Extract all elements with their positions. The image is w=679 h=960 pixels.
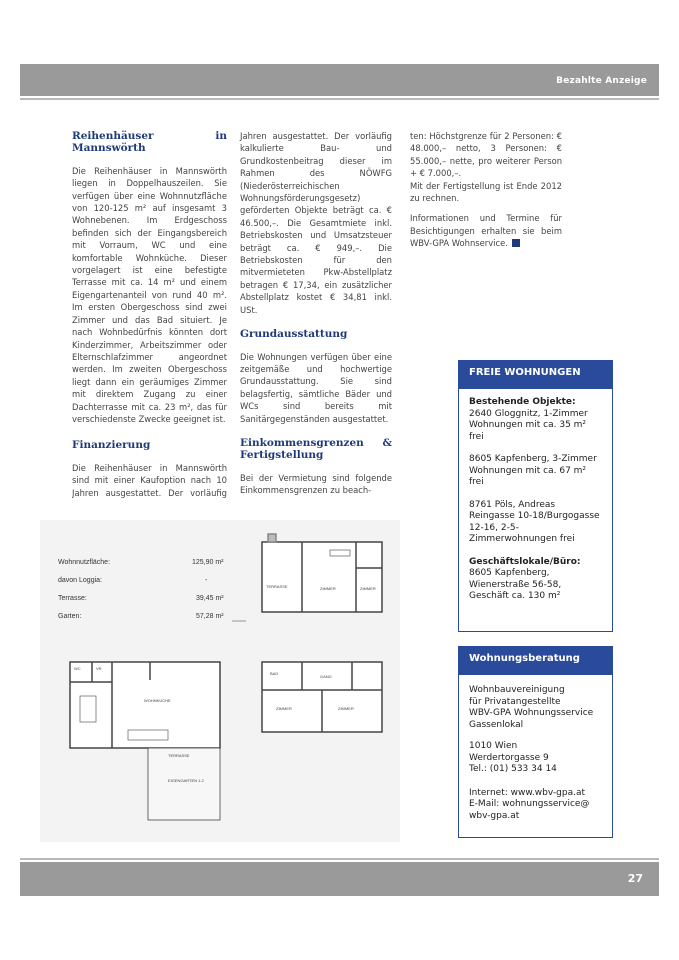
paragraph-income-limits: ten: Höchstgrenze für 2 Personen: € 48.000,– netto, 3 Personen: € 55.000,– nette, pro weiterer Person + € 7.000,–. [410, 131, 562, 179]
paid-ad-label: Bezahlte Anzeige [556, 76, 647, 86]
room-label: WOHNKÜCHE [144, 698, 171, 703]
address-line: Werdertorgasse 9 [469, 752, 549, 763]
room-label: EIGENGARTEN 1.2 [168, 778, 204, 783]
floor-plan [40, 520, 400, 842]
floor-plan-drawing [40, 520, 400, 842]
address-line: 1010 Wien [469, 741, 518, 751]
housing-advice-title: Wohnungsberatung [459, 647, 612, 675]
heading-grundausstattung: Grundausstattung [240, 328, 348, 341]
room-label: ZIMMER [360, 586, 376, 591]
room-label: GANG [320, 674, 332, 679]
header-divider [20, 98, 659, 100]
org-line: für Privatangestellte [469, 696, 561, 707]
page-number: 27 [627, 872, 643, 885]
room-label: ZIMMER [338, 706, 354, 711]
phone-line: Tel.: (01) 533 34 14 [469, 764, 557, 774]
room-label: TERRASSE [266, 584, 288, 589]
footer-bar [20, 862, 659, 896]
paragraph-equipment: Die Wohnungen verfügen über eine zeitgemäße und hochwertige Grundausstattung. Sie sind belagsfertig, sämtliche Bäder und WCs sind bereits mit Sanitärgegenständen ausgestattet. [240, 351, 392, 424]
plan-area-value: 57,28 m² [196, 613, 224, 620]
free-apartments-title: FREIE WOHNUNGEN [459, 361, 612, 389]
header-bar [20, 64, 659, 96]
room-label: VR [96, 666, 102, 671]
commercial-heading: Geschäftslokale/Büro: [469, 556, 581, 567]
org-line: WBV-GPA Wohnungsservice [469, 708, 594, 718]
paragraph-financing-continued: Jahren ausgestattet. Der vorläufig kalkulierte Bau- und Grundkostenbeitrag dieser im Rahmen des NÖWFG (Niederösterreichischen Wohnungsförderungsgesetz) geförderten Objekte beträgt ca. € 46.500,–. Die Gesamtmiete inkl. Betriebskosten und Umsatzsteuer beträgt ca. € 949,–. Die Betriebskosten für den mitvermieteten Pkw-Abstellplatz betragen € 17,34, ein zusätzlicher Abstellplatz kostet € 34,81 inkl. USt. [240, 131, 392, 315]
paragraph-income-intro: Bei der Vermietung sind folgende Einkommensgrenzen zu beach- [240, 472, 392, 496]
heading-einkommensgrenzen: Einkommensgrenzen & Fertigstellung [240, 436, 392, 462]
room-label: ZIMMER [276, 706, 292, 711]
paragraph-description: Die Reihenhäuser in Mannswörth liegen in Doppelhauszeilen. Sie verfügen über eine Wohnnutzfläche von 120-125 m² auf insgesamt 3 Wohnebenen. Im Erdgeschoss befinden sich der Eingangsbereich mit Vorraum, WC und eine komfortable Wohnküche. Dieser vorgelagert ist eine befestigte Terrasse mit ca. 14 m² und einem Eigengartenanteil von rund 40 m². Im ersten Obergeschoss sind zwei Zimmer und das Bad situiert. Je nach Wohnbedürfnis könnten dort Kinderzimmer, Arbeitszimmer oder Elternschlafzimmer angeordnet werden. Im zweiten Obergeschoss liegt dann ein geräumiges Zimmer mit direktem Zugang zu einer Dachterrasse mit ca. 23 m², das für verschiedenste Zwecke geeignet ist. [72, 165, 227, 424]
article-column-3 [410, 130, 562, 258]
plan-area-label: Terrasse: [58, 595, 87, 602]
email-link[interactable]: E-Mail: wohnungsservice@ wbv-gpa.at [469, 799, 590, 821]
commercial-item: 8605 Kapfenberg, Wienerstraße 56-58, Geschäft ca. 130 m² [469, 568, 562, 601]
paragraph-financing: Die Reihenhäuser in Mannswörth sind mit einer Kaufoption nach 10 Jahren ausgestattet. Der vorläufig [72, 462, 227, 498]
heading-finanzierung: Finanzierung [72, 439, 151, 452]
free-apartments-box [458, 360, 613, 632]
room-label: WC [74, 666, 81, 671]
plan-area-label: davon Loggia: [58, 577, 102, 584]
org-line: Wohnbauvereinigung [469, 685, 565, 695]
article-column-1 [72, 130, 227, 508]
plan-area-value: - [205, 577, 208, 584]
article-column-2 [240, 130, 392, 505]
plan-area-label: Garten: [58, 613, 82, 620]
info-text: Informationen und Termine für Besichtigungen erhalten sie beim WBV-GPA Wohnservice. [410, 213, 562, 249]
first-floor-plan [262, 662, 382, 732]
ground-floor-plan [70, 662, 220, 820]
paragraph-info [410, 212, 562, 249]
apartment-item: 2640 Gloggnitz, 1-Zimmer Wohnungen mit ca. 35 m² frei [469, 408, 588, 442]
plan-area-value: 39,45 m² [196, 595, 224, 602]
heading-reihenhaeuser: Reihenhäuser in Mannswörth [72, 130, 227, 155]
room-label: ZIMMER [320, 586, 336, 591]
org-line: Gassenlokal [469, 719, 524, 730]
existing-objects-heading: Bestehende Objekte: [469, 397, 576, 407]
end-square-icon [512, 239, 520, 247]
apartment-item: 8605 Kapfenberg, 3-Zimmer Wohnungen mit ca. 67 m² frei [469, 454, 597, 487]
housing-advice-box [458, 646, 613, 838]
footer-divider [20, 858, 659, 860]
room-label: TERRASSE [168, 753, 190, 758]
upper-floor-plan [262, 534, 382, 612]
paragraph-completion: Mit der Fertigstellung ist Ende 2012 zu rechnen. [410, 180, 562, 204]
plan-area-label: Wohnnutzfläche: [58, 559, 111, 566]
room-label: BAD [270, 671, 279, 676]
website-link[interactable]: Internet: www.wbv-gpa.at [469, 787, 585, 798]
apartment-item: 8761 Pöls, Andreas Reingasse 10-18/Burgogasse 12-16, 2-5-Zimmerwohnungen frei [469, 499, 600, 544]
plan-area-value: 125,90 m² [192, 559, 224, 566]
